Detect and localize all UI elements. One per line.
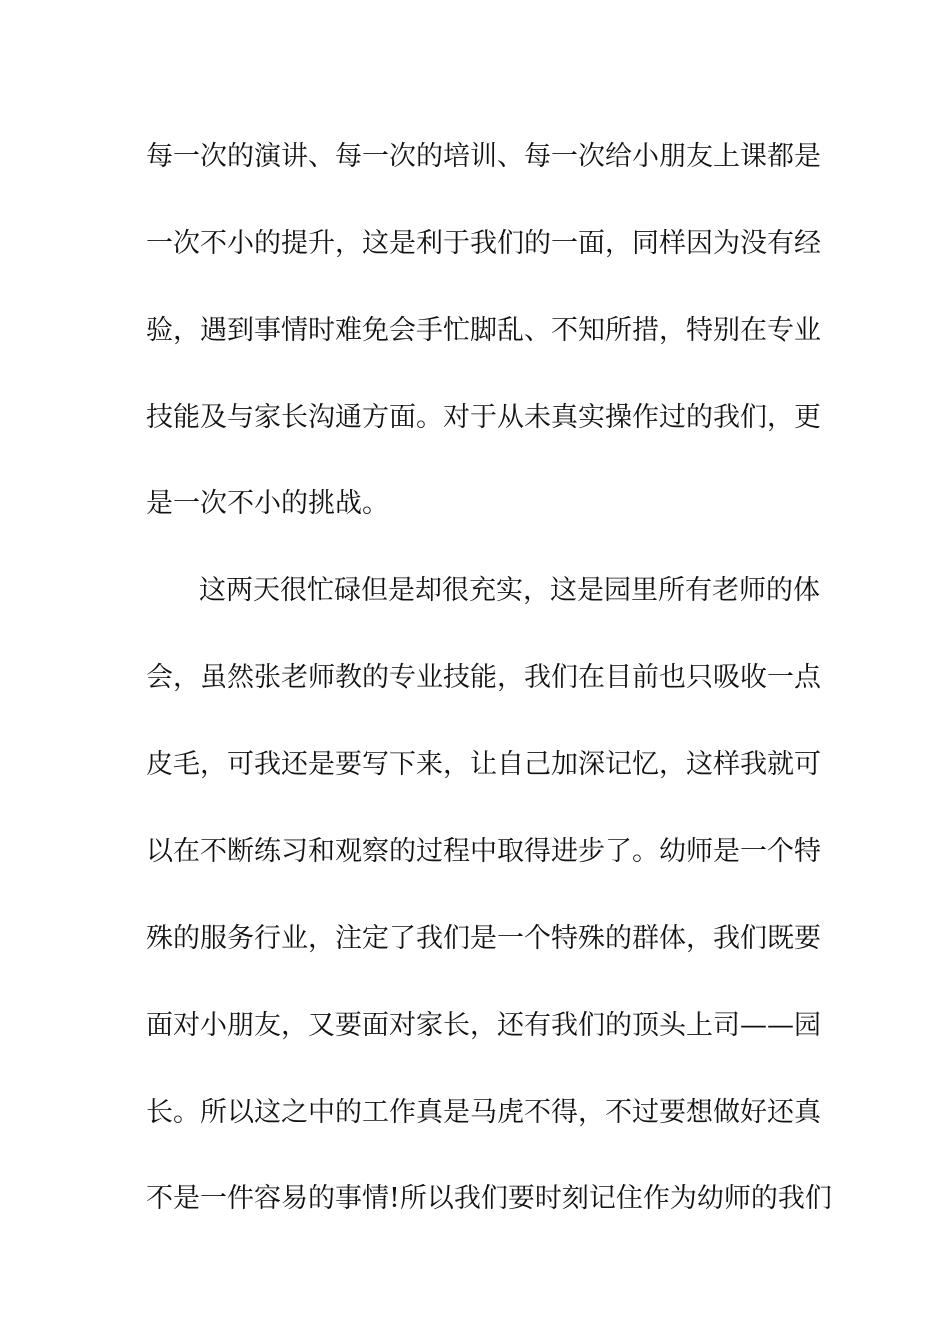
text-line: 技能及与家长沟通方面。对于从未真实操作过的我们，更 bbox=[146, 402, 821, 433]
text-line: 不是一件容易的事情!所以我们要时刻记住作为幼师的我们 bbox=[146, 1183, 832, 1214]
text-line: 每一次的演讲、每一次的培训、每一次给小朋友上课都是 bbox=[146, 141, 821, 172]
text-line: 长。所以这之中的工作真是马虎不得，不过要想做好还真 bbox=[146, 1097, 821, 1128]
text-line: 是一次不小的挑战。 bbox=[146, 488, 389, 519]
text-line: 验，遇到事情时难免会手忙脚乱、不知所措，特别在专业 bbox=[146, 315, 821, 346]
text-line: 面对小朋友，又要面对家长，还有我们的顶头上司——园 bbox=[146, 1010, 821, 1041]
paragraph-first-line: 这两天很忙碌但是却很充实，这是园里所有老师的体 bbox=[199, 575, 820, 606]
text-line: 皮毛，可我还是要写下来，让自己加深记忆，这样我就可 bbox=[146, 749, 821, 780]
text-line: 会，虽然张老师教的专业技能，我们在目前也只吸收一点 bbox=[146, 662, 821, 693]
text-line: 以在不断练习和观察的过程中取得进步了。幼师是一个特 bbox=[146, 836, 821, 867]
text-line: 一次不小的提升，这是利于我们的一面，同样因为没有经 bbox=[146, 228, 821, 259]
text-line: 殊的服务行业，注定了我们是一个特殊的群体，我们既要 bbox=[146, 923, 821, 954]
